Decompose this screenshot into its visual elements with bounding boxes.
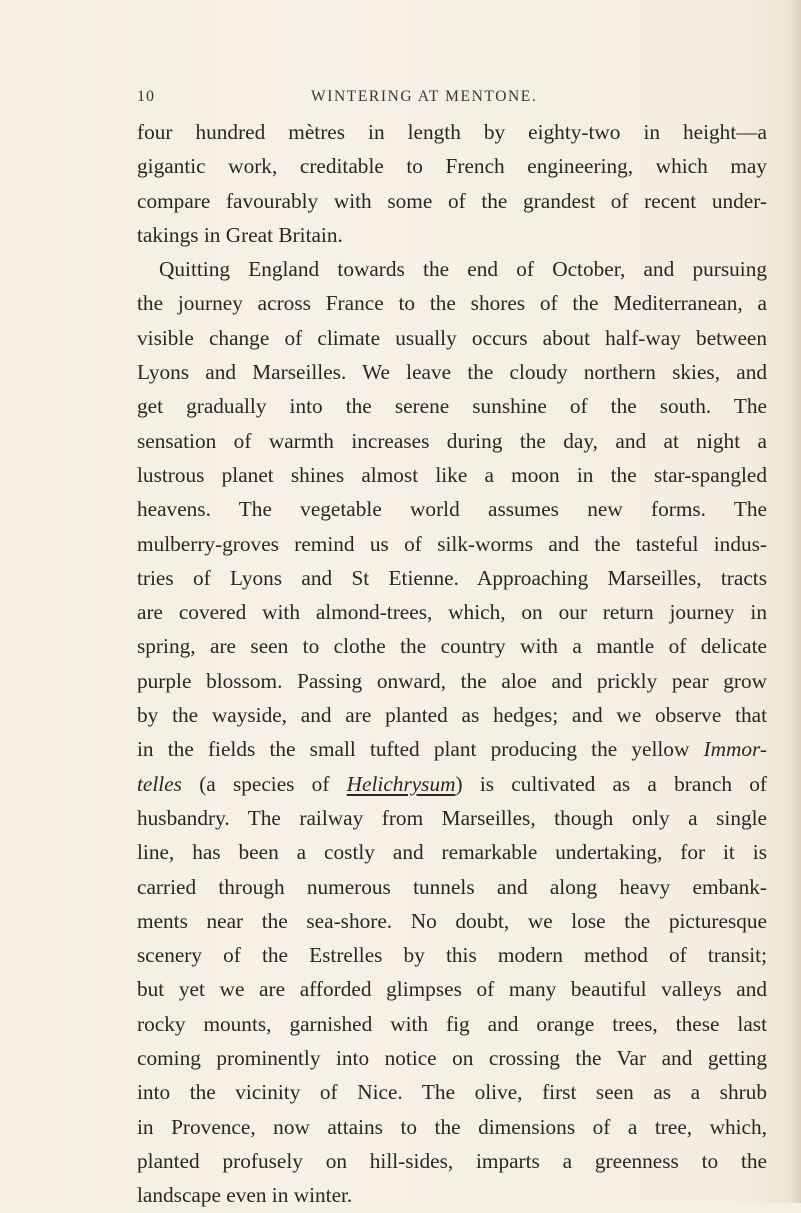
text-line: coming prominently into notice on crossing the Var and getting (137, 1046, 767, 1071)
text-line: visible change of climate usually occurs about half-way between (137, 325, 767, 350)
text-line: four hundred mètres in length by eighty-two in height—a (137, 120, 767, 144)
text-line: in Provence, now attains to the dimensions of a tree, which, (137, 1114, 767, 1139)
text-line: Quitting England towards the end of October, and pursuing (159, 257, 767, 282)
text-line: the journey across France to the shores of the Mediterranean, a (137, 291, 767, 316)
text-line: mulberry-groves remind us of silk-worms and the tasteful indus- (137, 531, 767, 556)
text-line: landscape even in winter. (137, 1183, 353, 1208)
text-line: heavens. The vegetable world assumes new forms. The (137, 497, 767, 522)
text-line: planted profusely on hill-sides, imparts a greenness to the (137, 1148, 767, 1173)
text-line: Lyons and Marseilles. We leave the cloudy northern skies, and (137, 360, 767, 385)
italic-term-helichrysum: Helichrysum (346, 771, 456, 796)
text-segment: in the fields the small tufted plant producing the yellow (137, 737, 690, 762)
text-line: get gradually into the serene sunshine of the south. The (137, 394, 767, 419)
text-line: gigantic work, creditable to French engineering, which may (137, 154, 767, 179)
text-line (137, 732, 767, 766)
text-segment: ) is cultivated as a branch of (455, 771, 768, 796)
body-text (137, 115, 767, 1213)
text-line: takings in Great Britain. (137, 222, 343, 247)
text-line: spring, are seen to clothe the country with a mantle of delicate (137, 634, 767, 659)
text-line: into the vicinity of Nice. The olive, first seen as a shrub (137, 1080, 767, 1105)
text-line: by the wayside, and are planted as hedges; and we observe that (137, 703, 767, 728)
text-line: sensation of warmth increases during the day, and at night a (137, 428, 767, 453)
text-line: rocky mounts, garnished with fig and orange trees, these last (137, 1011, 767, 1036)
text-line: scenery of the Estrelles by this modern method of transit; (137, 943, 767, 968)
text-line: compare favourably with some of the grandest of recent under- (137, 188, 767, 213)
text-line: carried through numerous tunnels and along heavy embank- (137, 874, 767, 899)
italic-term-immortelles-start: Immor- (703, 737, 767, 762)
page-header (0, 88, 801, 112)
page-number: 10 (137, 88, 155, 105)
text-line: but yet we are afforded glimpses of many beautiful valleys and (137, 977, 767, 1002)
text-line (137, 767, 767, 801)
text-line: tries of Lyons and St Etienne. Approaching Marseilles, tracts (137, 565, 767, 590)
text-line: husbandry. The railway from Marseilles, though only a single (137, 805, 767, 830)
running-title: WINTERING AT MENTONE. (311, 88, 538, 105)
text-line: are covered with almond-trees, which, on our return journey in (137, 600, 767, 625)
page-edge-shadow (789, 0, 801, 1203)
text-line: ments near the sea-shore. No doubt, we lose the picturesque (137, 908, 767, 933)
italic-term-immortelles-end: telles (137, 771, 182, 796)
text-line: line, has been a costly and remarkable undertaking, for it is (137, 840, 767, 865)
text-line: lustrous planet shines almost like a moon in the star-spangled (137, 462, 767, 487)
text-line: purple blossom. Passing onward, the aloe and prickly pear grow (137, 668, 767, 693)
text-segment: (a species of (199, 771, 330, 796)
